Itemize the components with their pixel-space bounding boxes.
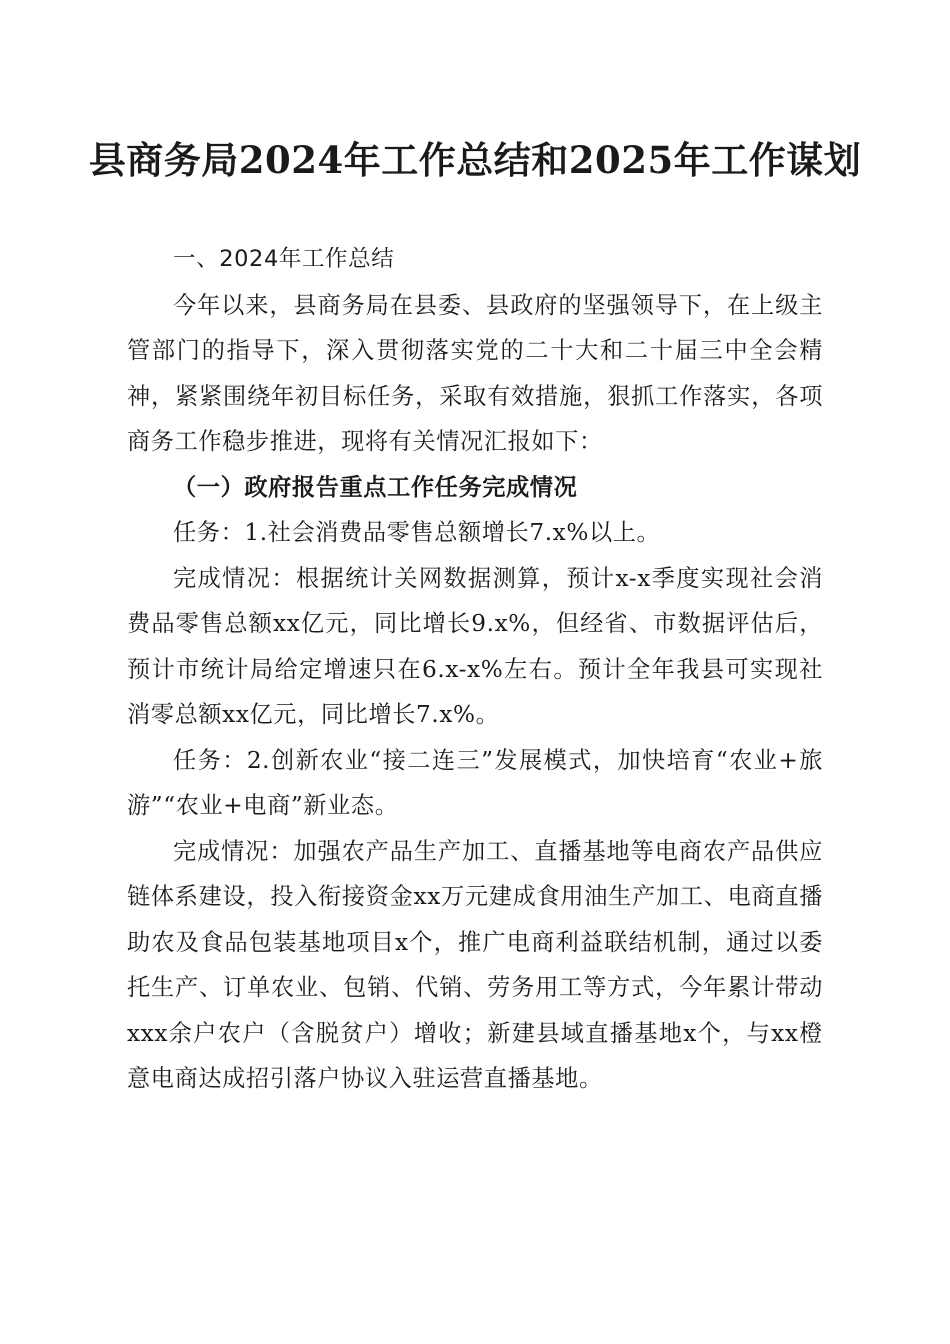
document-body xyxy=(127,237,823,1102)
section-heading: 一、2024年工作总结 xyxy=(173,246,395,272)
subsection-heading: （一）政府报告重点工作任务完成情况 xyxy=(173,473,578,501)
task-2-result: 完成情况：加强农产品生产加工、直播基地等电商农产品供应链体系建设，投入衔接资金xx万元建成食用油生产加工、电商直播助农及食品包装基地项目x个，推广电商利益联结机制，通过以委托生产、订单农业、包销、代销、劳务用工等方式，今年累计带动xxx余户农户（含脱贫户）增收；新建县域直播基地x个，与xx橙意电商达成招引落户协议入驻运营直播基地。 xyxy=(127,837,823,1092)
intro-paragraph: 今年以来，县商务局在县委、县政府的坚强领导下，在上级主管部门的指导下，深入贯彻落实党的二十大和二十届三中全会精神，紧紧围绕年初目标任务，采取有效措施，狠抓工作落实，各项商务工作稳步推进，现将有关情况汇报如下： xyxy=(127,291,823,455)
task-1-result: 完成情况：根据统计关网数据测算，预计x-x季度实现社会消费品零售总额xx亿元，同比增长9.x%，但经省、市数据评估后，预计市统计局给定增速只在6.x-x%左右。预计全年我县可实现社消零总额xx亿元，同比增长7.x%。 xyxy=(127,564,823,728)
task-1: 任务：1.社会消费品零售总额增长7.x%以上。 xyxy=(173,519,661,546)
task-2: 任务：2.创新农业“接二连三”发展模式，加快培育“农业+旅游”“农业+电商”新业态。 xyxy=(127,746,823,819)
document-title: 县商务局2024年工作总结和2025年工作谋划 xyxy=(88,138,862,182)
